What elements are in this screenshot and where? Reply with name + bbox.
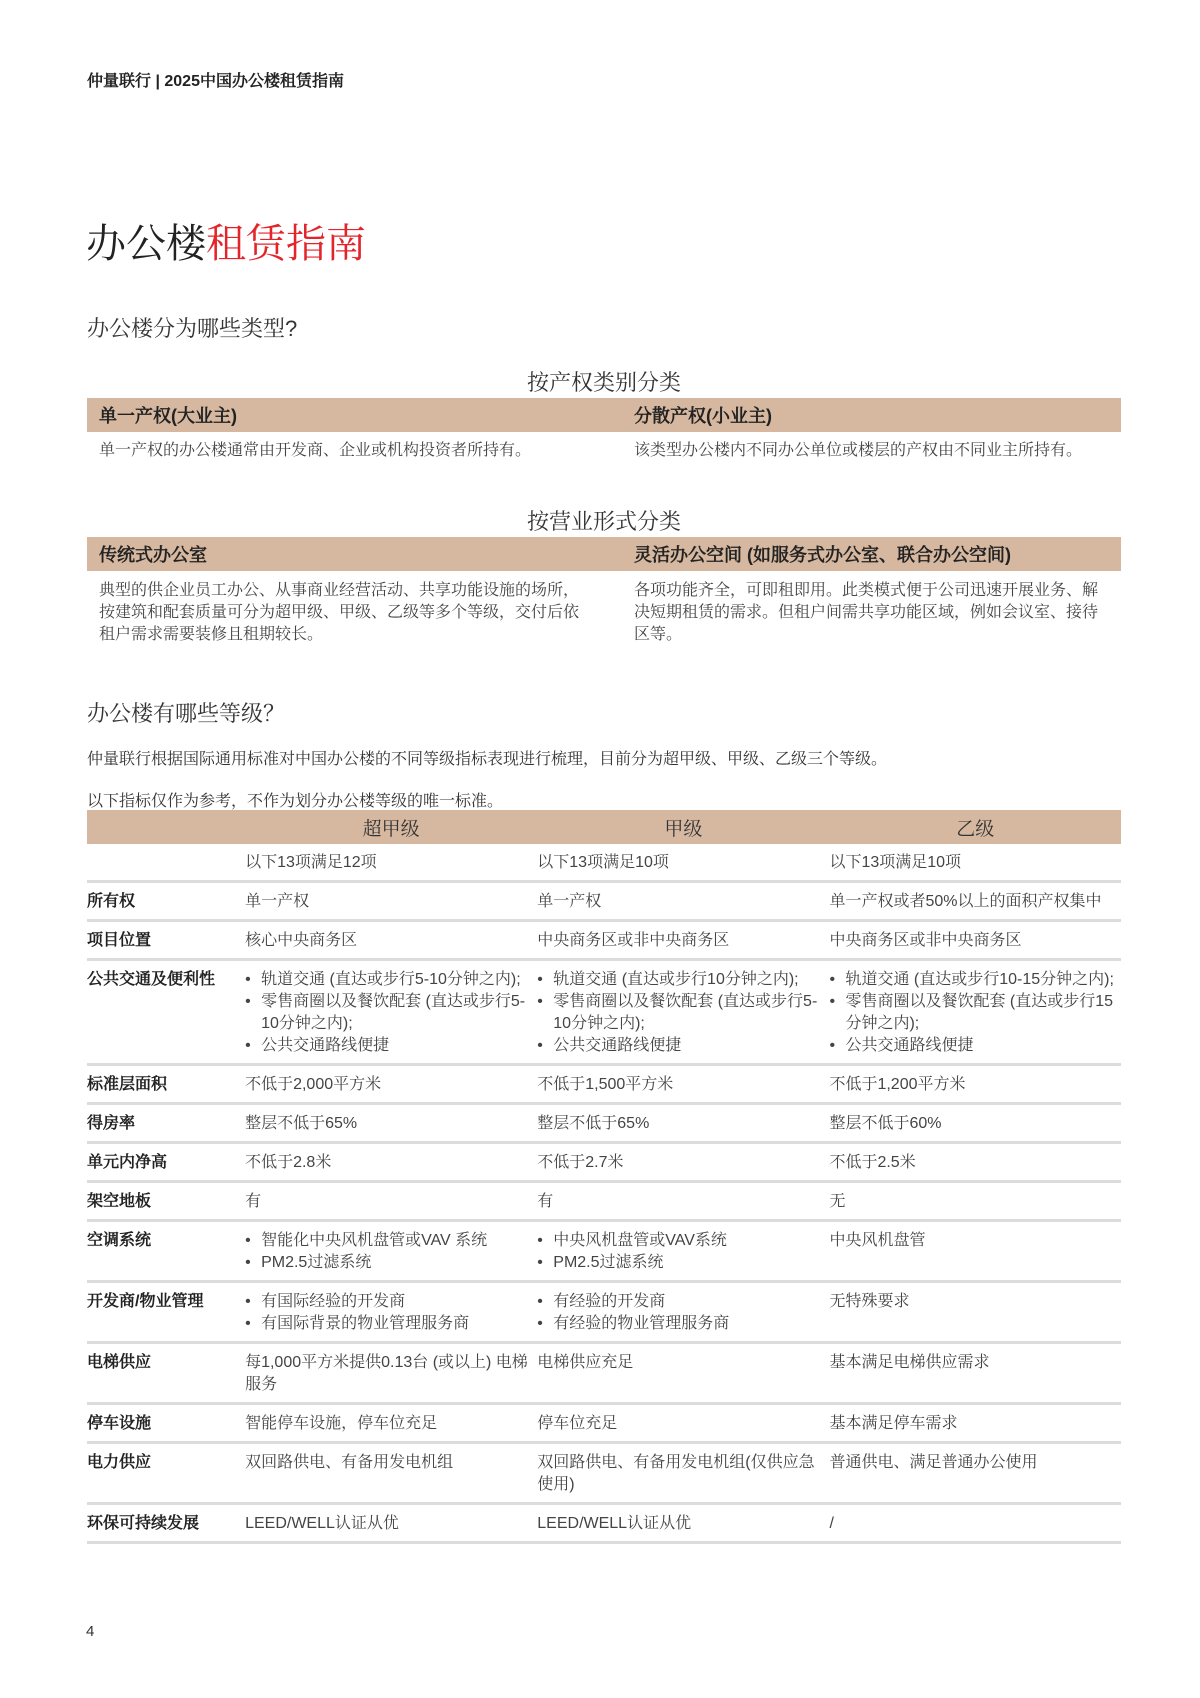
grades-table <box>87 810 1121 1544</box>
bullet-list <box>245 1291 537 1335</box>
table-cell: 双回路供电、有备用发电机组(仅供应急使用) <box>537 1443 829 1504</box>
table-cell: 整层不低于65% <box>537 1104 829 1143</box>
list-item: • 公共交通路线便捷 <box>845 1035 1121 1057</box>
property-header-bar <box>87 398 1121 432</box>
table-cell <box>245 960 537 1065</box>
table-cell <box>245 1282 537 1343</box>
table-cell: / <box>829 1504 1121 1543</box>
list-item: • 零售商圈以及餐饮配套 (直达或步行15分钟之内); <box>845 991 1121 1035</box>
property-descriptions <box>87 440 1121 462</box>
document-header: 仲量联行 | 2025中国办公楼租赁指南 <box>87 73 344 90</box>
table-cell: 中央商务区或非中央商务区 <box>829 921 1121 960</box>
table-cell <box>537 1221 829 1282</box>
table-cell: 不低于2.7米 <box>537 1143 829 1182</box>
grades-header-row <box>87 810 1121 844</box>
table-cell: 不低于2,000平方米 <box>245 1065 537 1104</box>
table-cell: 无特殊要求 <box>829 1282 1121 1343</box>
traditional-office-text: 典型的供企业员工办公、从事商业经营活动、共享功能设施的场所，按建筑和配套质量可分为超甲级、甲级、乙级等多个等级，交付后依租户需求需要装修且租期较长。 <box>99 582 580 643</box>
table-cell: 无 <box>829 1182 1121 1221</box>
business-descriptions <box>87 580 1121 646</box>
table-cell: 基本满足电梯供应需求 <box>829 1343 1121 1404</box>
single-ownership-text: 单一产权的办公楼通常由开发商、企业或机构投资者所持有。 <box>99 442 532 459</box>
table-cell: LEED/WELL认证从优 <box>245 1504 537 1543</box>
flex-office-text: 各项功能齐全，可即租即用。此类模式便于公司迅速开展业务、解决短期租赁的需求。但租户间需共享功能区域，例如会议室、接待区等。 <box>634 582 1099 643</box>
row-label: 标准层面积 <box>87 1065 245 1104</box>
table-cell: 不低于1,200平方米 <box>829 1065 1121 1104</box>
row-label: 电力供应 <box>87 1443 245 1504</box>
table-cell: 核心中央商务区 <box>245 921 537 960</box>
table-cell: 不低于2.5米 <box>829 1143 1121 1182</box>
list-item: • 有国际经验的开发商 <box>261 1291 537 1313</box>
bullet-list <box>245 1230 537 1274</box>
table-cell: 以下13项满足12项 <box>245 844 537 882</box>
list-item: • 零售商圈以及餐饮配套 (直达或步行5-10分钟之内); <box>553 991 829 1035</box>
table-cell: 每1,000平方米提供0.13台 (或以上) 电梯服务 <box>245 1343 537 1404</box>
strata-ownership-text: 该类型办公楼内不同办公单位或楼层的产权由不同业主所持有。 <box>634 442 1083 459</box>
table-row <box>87 1504 1121 1543</box>
list-item: • 智能化中央风机盘管或VAV 系统 <box>261 1230 537 1252</box>
table-row <box>87 960 1121 1065</box>
row-label: 架空地板 <box>87 1182 245 1221</box>
bullet-list <box>537 969 829 1057</box>
section-heading-grades: 办公楼有哪些等级？ <box>87 701 286 726</box>
list-item: • PM2.5过滤系统 <box>261 1252 537 1274</box>
table-row <box>87 1221 1121 1282</box>
grade-header: 乙级 <box>829 810 1121 844</box>
table-row <box>87 1282 1121 1343</box>
row-label: 停车设施 <box>87 1404 245 1443</box>
table-cell: 整层不低于60% <box>829 1104 1121 1143</box>
page-title <box>86 212 366 269</box>
bullet-list <box>245 969 537 1057</box>
table-cell <box>537 960 829 1065</box>
business-header-bar <box>87 537 1121 571</box>
row-label: 单元内净高 <box>87 1143 245 1182</box>
bullet-list <box>537 1230 829 1274</box>
table-cell: 以下13项满足10项 <box>537 844 829 882</box>
table-cell: 不低于2.8米 <box>245 1143 537 1182</box>
table-cell: 单一产权 <box>537 882 829 921</box>
table-cell: 有 <box>245 1182 537 1221</box>
title-red: 租赁指南 <box>206 222 366 266</box>
table-cell: 智能停车设施，停车位充足 <box>245 1404 537 1443</box>
table-cell: 有 <box>537 1182 829 1221</box>
single-ownership-head: 单一产权(大业主) <box>99 406 237 426</box>
bullet-list <box>537 1291 829 1335</box>
title-black: 办公楼 <box>86 222 206 266</box>
grade-header: 超甲级 <box>245 810 537 844</box>
table-cell: LEED/WELL认证从优 <box>537 1504 829 1543</box>
list-item: • 轨道交通 (直达或步行5-10分钟之内); <box>261 969 537 991</box>
table-cell: 普通供电、满足普通办公使用 <box>829 1443 1121 1504</box>
row-label: 环保可持续发展 <box>87 1504 245 1543</box>
table-row <box>87 1343 1121 1404</box>
table-cell: 以下13项满足10项 <box>829 844 1121 882</box>
property-classification-title: 按产权类别分类 <box>526 370 681 395</box>
table-row <box>87 1404 1121 1443</box>
table-cell: 不低于1,500平方米 <box>537 1065 829 1104</box>
table-cell: 中央风机盘管 <box>829 1221 1121 1282</box>
section-heading-types: 办公楼分为哪些类型? <box>87 316 298 341</box>
list-item: • 有经验的开发商 <box>553 1291 829 1313</box>
list-item: • 轨道交通 (直达或步行10-15分钟之内); <box>845 969 1121 991</box>
criteria-count-row <box>87 844 1121 882</box>
row-label: 得房率 <box>87 1104 245 1143</box>
table-cell: 电梯供应充足 <box>537 1343 829 1404</box>
list-item: • 公共交通路线便捷 <box>261 1035 537 1057</box>
table-row <box>87 1104 1121 1143</box>
table-row <box>87 1443 1121 1504</box>
row-label: 开发商/物业管理 <box>87 1282 245 1343</box>
table-row <box>87 1143 1121 1182</box>
list-item: • 有国际背景的物业管理服务商 <box>261 1313 537 1335</box>
table-cell: 单一产权或者50%以上的面积产权集中 <box>829 882 1121 921</box>
grade-header: 甲级 <box>537 810 829 844</box>
list-item: • PM2.5过滤系统 <box>553 1252 829 1274</box>
grades-note: 以下指标仅作为参考，不作为划分办公楼等级的唯一标准。 <box>87 793 504 810</box>
empty-header <box>87 810 245 844</box>
grades-intro: 仲量联行根据国际通用标准对中国办公楼的不同等级指标表现进行梳理，目前分为超甲级、甲级、乙级三个等级。 <box>87 751 888 768</box>
row-label: 公共交通及便利性 <box>87 960 245 1065</box>
table-row <box>87 1065 1121 1104</box>
table-cell: 基本满足停车需求 <box>829 1404 1121 1443</box>
row-label: 所有权 <box>87 882 245 921</box>
row-label: 项目位置 <box>87 921 245 960</box>
table-row <box>87 882 1121 921</box>
table-cell: 双回路供电、有备用发电机组 <box>245 1443 537 1504</box>
table-cell: 单一产权 <box>245 882 537 921</box>
strata-ownership-head: 分散产权(小业主) <box>634 406 772 426</box>
table-cell: 中央商务区或非中央商务区 <box>537 921 829 960</box>
table-row <box>87 1182 1121 1221</box>
business-classification-title: 按营业形式分类 <box>526 509 681 534</box>
flex-office-head: 灵活办公空间 (如服务式办公室、联合办公空间) <box>634 545 1011 565</box>
table-cell <box>829 960 1121 1065</box>
row-label: 电梯供应 <box>87 1343 245 1404</box>
table-row <box>87 921 1121 960</box>
table-cell <box>245 1221 537 1282</box>
row-label: 空调系统 <box>87 1221 245 1282</box>
table-cell <box>537 1282 829 1343</box>
list-item: • 公共交通路线便捷 <box>553 1035 829 1057</box>
list-item: • 中央风机盘管或VAV系统 <box>553 1230 829 1252</box>
table-cell: 停车位充足 <box>537 1404 829 1443</box>
page-number: 4 <box>86 1623 95 1640</box>
list-item: • 有经验的物业管理服务商 <box>553 1313 829 1335</box>
empty-label <box>87 844 245 882</box>
table-cell: 整层不低于65% <box>245 1104 537 1143</box>
traditional-office-head: 传统式办公室 <box>99 545 207 565</box>
list-item: • 轨道交通 (直达或步行10分钟之内); <box>553 969 829 991</box>
list-item: • 零售商圈以及餐饮配套 (直达或步行5-10分钟之内); <box>261 991 537 1035</box>
bullet-list <box>829 969 1121 1057</box>
